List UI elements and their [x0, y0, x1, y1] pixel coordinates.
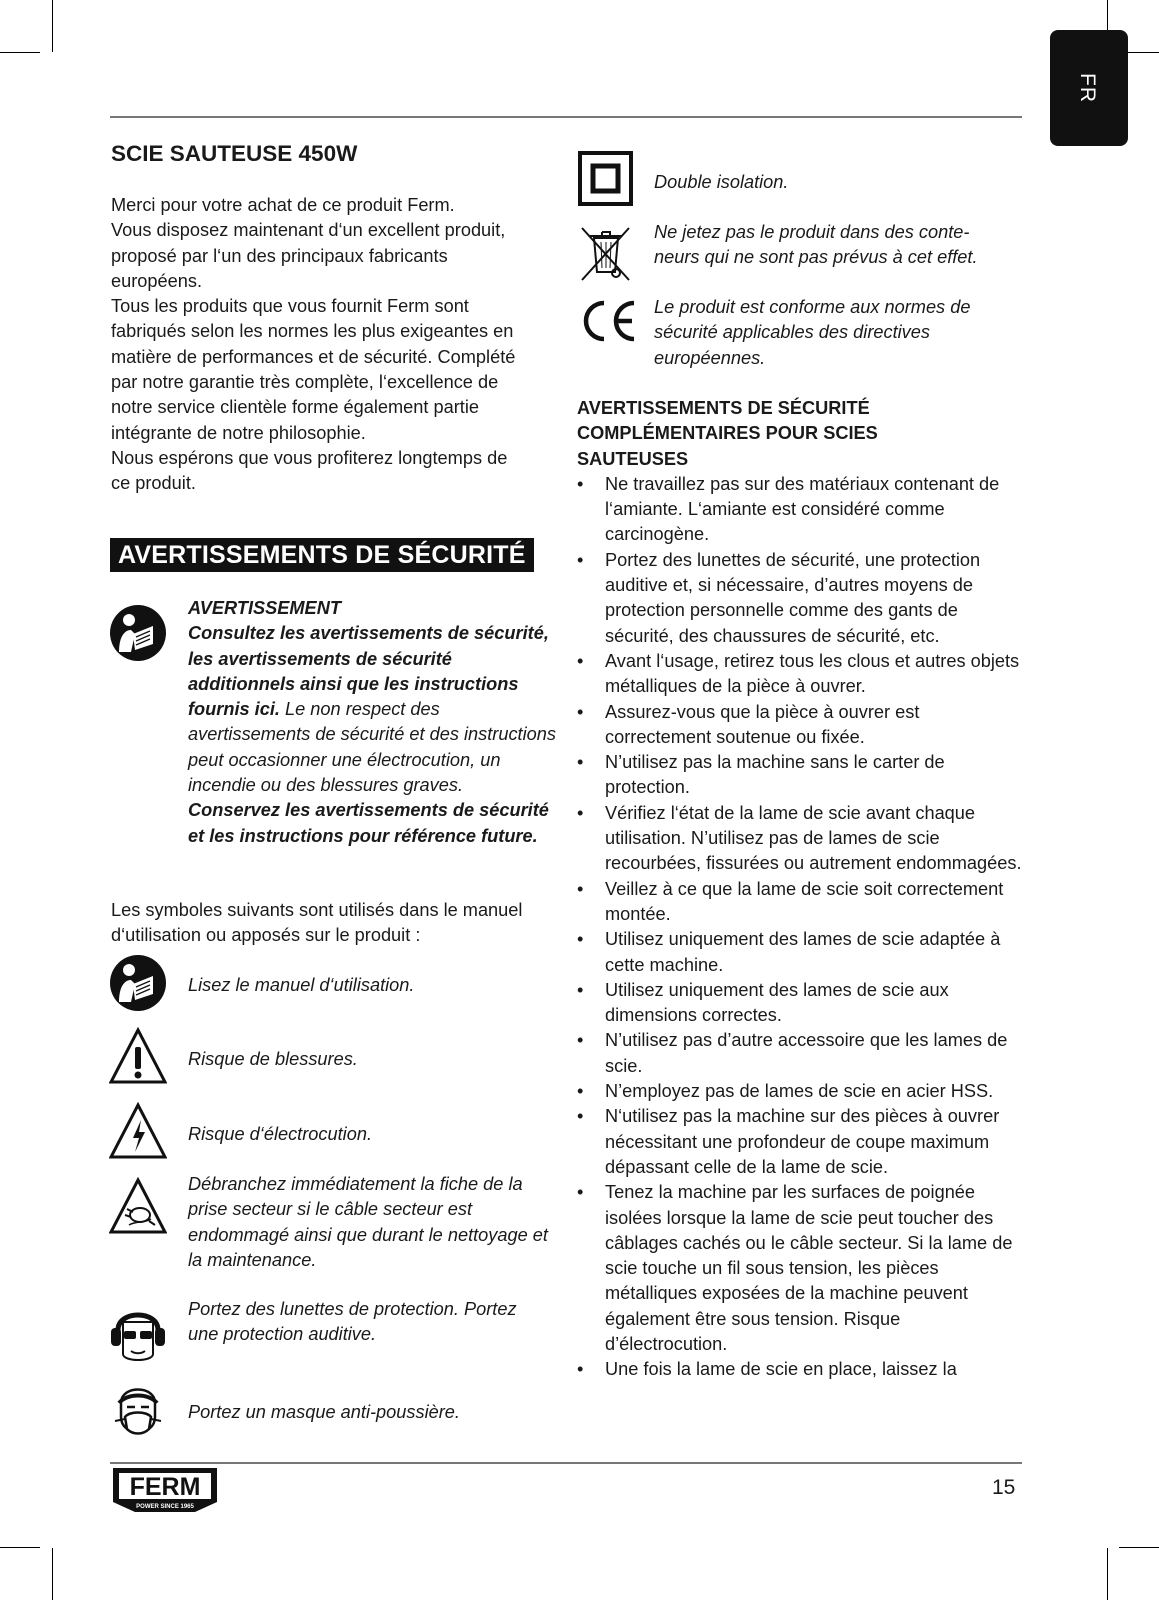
- intro-line: Merci pour votre achat de ce produit Ferm.: [111, 195, 455, 215]
- intro-text: [111, 193, 561, 497]
- symbol-text: Ne jetez pas le produit dans des conte-neurs qui ne sont pas prévus à cet effet.: [654, 222, 978, 268]
- list-item: • Veillez à ce que la lame de scie soit correctement montée.: [577, 877, 1022, 928]
- list-item: • Utilisez uniquement des lames de scie aux dimensions correctes.: [577, 978, 1022, 1029]
- list-item: • Avant l‘usage, retirez tous les clous et autres objets métalliques de la pièce à ouvrer.: [577, 649, 1022, 700]
- double-insulation-icon: [578, 151, 633, 206]
- intro-line: intégrante de notre philosophie.: [111, 422, 366, 443]
- crop-mark: [52, 1548, 53, 1600]
- warning-normal-text: Le non respect des avertissements de sécurité et des instructions peut occasionner une électrocution, un incendie ou des blessures graves.: [188, 699, 556, 796]
- symbol-text: Double isolation.: [654, 172, 789, 192]
- list-item: • N’employez pas de lames de scie en acier HSS.: [577, 1079, 1022, 1104]
- warning-list: [577, 472, 1022, 1383]
- intro-line: proposé par l‘un des principaux fabricants: [111, 245, 448, 266]
- language-tab: [1050, 30, 1128, 146]
- safety-banner: [110, 538, 534, 572]
- intro-line: Vous disposez maintenant d‘un excellent produit,: [111, 220, 506, 241]
- intro-line: notre service clientèle forme également partie: [111, 397, 479, 418]
- warning-bold-text-2: Conservez les avertissements de sécurité et les instructions pour référence future.: [188, 800, 549, 846]
- goggles-earmuffs-icon: [109, 1304, 167, 1366]
- header-rule: [110, 116, 1022, 118]
- crop-mark: [52, 0, 53, 52]
- language-tab-label: FR: [1076, 73, 1099, 103]
- ce-mark-icon: [578, 298, 638, 344]
- safety-banner-label: AVERTISSEMENTS DE SÉCURITÉ: [110, 538, 534, 572]
- footer-rule: [110, 1462, 1022, 1464]
- intro-line: ce produit.: [111, 473, 196, 494]
- list-item: • N’utilisez pas d’autre accessoire que les lames de scie.: [577, 1028, 1022, 1079]
- warning-text: [188, 621, 558, 849]
- symbol-text: Portez un masque anti-poussière.: [188, 1402, 460, 1422]
- symbol-text: Débranchez immédiatement la fiche de la prise secteur si le câble secteur est endommagé ainsi que durant le nettoyage et la maintenance.: [188, 1174, 548, 1270]
- intro-line: Nous espérons que vous profiterez longtemps de: [111, 447, 508, 468]
- page-number: 15: [992, 1476, 1016, 1499]
- symbol-text: Portez des lunettes de protection. Portez une protection auditive.: [188, 1299, 517, 1345]
- intro-line: par notre garantie très complète, l‘excellence de: [111, 372, 499, 393]
- intro-line: européens.: [111, 270, 203, 291]
- crop-mark: [1107, 1548, 1108, 1600]
- list-item: • Portez des lunettes de sécurité, une protection auditive et, si nécessaire, d’autres moyens de protection personnelle comme des gants de sécurité, des chaussures de sécurité, etc.: [577, 548, 1022, 649]
- read-manual-icon: [109, 604, 167, 662]
- ferm-logo: [111, 1466, 219, 1514]
- list-item: • Tenez la machine par les surfaces de poignée isolées lorsque la lame de scie peut toucher des câblages cachés ou le câble secteur. Si la lame de scie touche un fil sous tension, les pièces métalliques exposées de la machine peuvent également être sous tension. Risque d’électrocution.: [577, 1180, 1022, 1357]
- crop-mark: [0, 52, 40, 53]
- list-item: • N’utilisez pas la machine sans le carter de protection.: [577, 750, 1022, 801]
- intro-line: Tous les produits que vous fournit Ferm sont: [111, 296, 469, 317]
- symbol-text: Risque de blessures.: [188, 1049, 358, 1069]
- list-item: • Ne travaillez pas sur des matériaux contenant de l‘amiante. L‘amiante est considéré comme carcinogène.: [577, 472, 1022, 548]
- logo-brand: FERM: [129, 1473, 201, 1501]
- intro-line: fabriqués selon les normes les plus exigeantes en: [111, 321, 514, 342]
- symbol-text: Le produit est conforme aux normes de sécurité applicables des directives européennes.: [654, 297, 971, 368]
- warning-block: [188, 596, 558, 849]
- list-item: • Vérifiez l‘état de la lame de scie avant chaque utilisation. N’utilisez pas de lames de scie recourbées, fissurées ou autrement endommagées.: [577, 801, 1022, 877]
- page-title: SCIE SAUTEUSE 450W: [111, 141, 358, 166]
- symbol-text: Risque d‘électrocution.: [188, 1124, 372, 1144]
- list-item: • Une fois la lame de scie en place, laissez la: [577, 1357, 1022, 1382]
- electric-shock-icon: [109, 1102, 167, 1160]
- crop-mark: [0, 1547, 40, 1548]
- symbols-intro: Les symboles suivants sont utilisés dans le manuel d‘utilisation ou apposés sur le produit :: [111, 900, 523, 946]
- warning-triangle-icon: [109, 1027, 167, 1085]
- logo-tagline: POWER SINCE 1965: [136, 1504, 194, 1510]
- additional-warnings: [577, 396, 1022, 1383]
- dust-mask-icon: [109, 1381, 167, 1443]
- warning-heading: AVERTISSEMENT: [188, 598, 341, 618]
- symbol-text: Lisez le manuel d‘utilisation.: [188, 975, 415, 995]
- section-title: AVERTISSEMENTS DE SÉCURITÉ COMPLÉMENTAIRES POUR SCIES SAUTEUSES: [577, 398, 878, 469]
- read-manual-icon: [109, 954, 167, 1012]
- list-item: • Utilisez uniquement des lames de scie adaptée à cette machine.: [577, 927, 1022, 978]
- crop-mark: [1119, 1547, 1159, 1548]
- intro-line: matière de performances et de sécurité. Complété: [111, 346, 516, 367]
- list-item: • N‘utilisez pas la machine sur des pièces à ouvrer nécessitant une profondeur de coupe maximum dépassant celle de la lame de scie.: [577, 1104, 1022, 1180]
- weee-bin-icon: [578, 224, 633, 284]
- warning-bold-text: Consultez les avertissements de sécurité, les avertissements de sécurité additionnels ainsi que les instructions fournis ici.: [188, 623, 549, 720]
- unplug-icon: [109, 1177, 167, 1235]
- list-item: • Assurez-vous que la pièce à ouvrer est correctement soutenue ou fixée.: [577, 700, 1022, 751]
